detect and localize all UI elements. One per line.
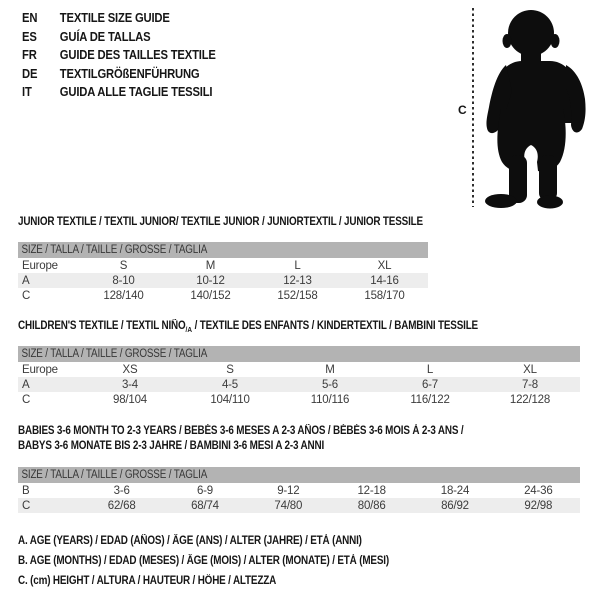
children-title-subscript: /A (185, 324, 193, 334)
height-cell: 104/110 (210, 393, 250, 406)
height-dotted-line (472, 8, 474, 207)
legend-line-c: C. (cm) HEIGHT / ALTURA / HAUTEUR / HÖHE / ALTEZZA (18, 575, 277, 587)
junior-table-section (18, 216, 428, 303)
language-title: TEXTILGRÖßENFÜHRUNG (59, 66, 200, 81)
age-cell: 6-7 (380, 377, 480, 392)
height-cell: 98/104 (113, 393, 147, 406)
height-cell: 110/116 (310, 393, 350, 406)
table-row-age (18, 377, 580, 392)
table-row-age (18, 273, 428, 288)
age-cell: 6-9 (196, 484, 213, 497)
table-row-height (18, 392, 580, 407)
age-cell: 14-16 (341, 273, 428, 288)
height-measure-figure (455, 5, 600, 210)
children-size-table (18, 346, 580, 407)
height-cell: 68/74 (163, 498, 246, 513)
age-cell: 3-4 (80, 377, 180, 392)
measure-legend (18, 531, 449, 591)
table-row-height (18, 288, 428, 303)
age-cell: 4-5 (180, 377, 280, 392)
row-label: C (18, 498, 80, 513)
age-cell: 3-6 (113, 484, 130, 497)
size-header-bar (18, 242, 428, 258)
row-label: B (22, 484, 30, 497)
language-code: FR (22, 48, 37, 63)
junior-table-title: JUNIOR TEXTILE / TEXTIL JUNIOR/ TEXTILE JUNIOR / JUNIORTEXTIL / JUNIOR TESSILE (18, 216, 423, 228)
size-cell: L (294, 259, 301, 272)
age-cell: 12-18 (357, 484, 386, 497)
height-cell: 62/68 (80, 498, 163, 513)
size-cell: XL (377, 259, 392, 272)
age-cell: 9-12 (277, 484, 300, 497)
size-cell: S (119, 259, 128, 272)
age-cell: 18-24 (440, 484, 470, 497)
babies-table-section (18, 424, 580, 513)
height-cell: 92/98 (497, 498, 580, 513)
babies-table-title-line1: BABIES 3-6 MONTH TO 2-3 YEARS / BEBÉS 3-6 MESES A 2-3 AÑOS / BÉBÉS 3-6 MOIS À 2-3 ANS / (18, 425, 464, 437)
age-cell: 24-36 (524, 484, 553, 497)
baby-silhouette-icon (484, 5, 596, 210)
height-cell: 140/152 (190, 289, 231, 302)
language-title: GUIDE DES TAILLES TEXTILE (59, 48, 216, 63)
age-cell: 5-6 (280, 377, 380, 392)
children-table-title (18, 320, 501, 333)
height-cell: 158/170 (364, 289, 405, 302)
legend-line-b: B. AGE (MONTHS) / EDAD (MESES) / ÂGE (MOIS) / ALTER (MONATE) / ETÀ (MESI) (18, 555, 389, 567)
row-label: C (22, 289, 31, 302)
language-code: DE (22, 66, 38, 81)
language-row-it (22, 83, 216, 102)
junior-size-table (18, 242, 428, 303)
size-cell: L (426, 363, 434, 376)
height-cell: 80/86 (330, 498, 413, 513)
height-cell: 74/80 (247, 498, 330, 513)
age-cell: 12-13 (254, 273, 341, 288)
language-title: GUIDA ALLE TAGLIE TESSILI (59, 85, 213, 100)
language-code: IT (22, 85, 32, 100)
row-label: A (18, 273, 80, 288)
legend-line-a: A. AGE (YEARS) / EDAD (AÑOS) / ÂGE (ANS) / ALTER (JAHRE) / ETÀ (ANNI) (18, 535, 362, 547)
row-label: A (18, 377, 80, 392)
size-cell: XS (122, 363, 138, 376)
children-title-pre: CHILDREN'S TEXTILE / TEXTIL NIÑO (18, 320, 186, 332)
children-table-section (18, 320, 580, 407)
language-row-de (22, 65, 216, 84)
language-row-es (22, 28, 216, 47)
size-header-bar (18, 467, 580, 483)
height-measure-label: C (458, 103, 467, 117)
height-cell: 122/128 (509, 393, 551, 406)
language-title: TEXTILE SIZE GUIDE (59, 11, 170, 25)
size-header-bar (18, 346, 580, 362)
babies-size-table (18, 467, 580, 513)
height-cell: 128/140 (103, 289, 144, 302)
table-row-europe (18, 258, 428, 273)
size-cell: XL (523, 363, 537, 376)
table-row-age-months (18, 483, 580, 498)
table-row-europe (18, 362, 580, 377)
size-cell: M (205, 259, 216, 272)
size-header-text: SIZE / TALLA / TAILLE / GRÖSSE / TAGLIA (21, 469, 208, 481)
row-label: Europe (22, 363, 58, 376)
language-title: GUÍA DE TALLAS (59, 29, 151, 44)
height-cell: 152/158 (277, 289, 318, 302)
language-code: ES (22, 29, 37, 44)
language-code: EN (22, 11, 38, 25)
babies-table-title-line2: BABYS 3-6 MONATE BIS 2-3 JAHRE / BAMBINI 3-6 MESI A 2-3 ANNI (18, 440, 325, 452)
size-cell: M (325, 363, 335, 376)
children-title-post: / TEXTILE DES ENFANTS / KINDERTEXTIL / BAMBINI TESSILE (192, 320, 478, 332)
language-row-en (22, 9, 216, 28)
age-cell: 8-10 (80, 273, 167, 288)
row-label: Europe (22, 259, 58, 272)
language-row-fr (22, 46, 216, 65)
table-row-height (18, 498, 580, 513)
size-header-text: SIZE / TALLA / TAILLE / GRÖSSE / TAGLIA (21, 348, 208, 360)
size-cell: S (226, 363, 234, 376)
age-cell: 10-12 (167, 273, 254, 288)
height-cell: 86/92 (413, 498, 496, 513)
row-label: C (22, 393, 31, 406)
language-title-list (22, 9, 237, 102)
size-header-text: SIZE / TALLA / TAILLE / GRÖSSE / TAGLIA (21, 244, 208, 256)
height-cell: 116/122 (410, 393, 450, 406)
age-cell: 7-8 (480, 377, 580, 392)
